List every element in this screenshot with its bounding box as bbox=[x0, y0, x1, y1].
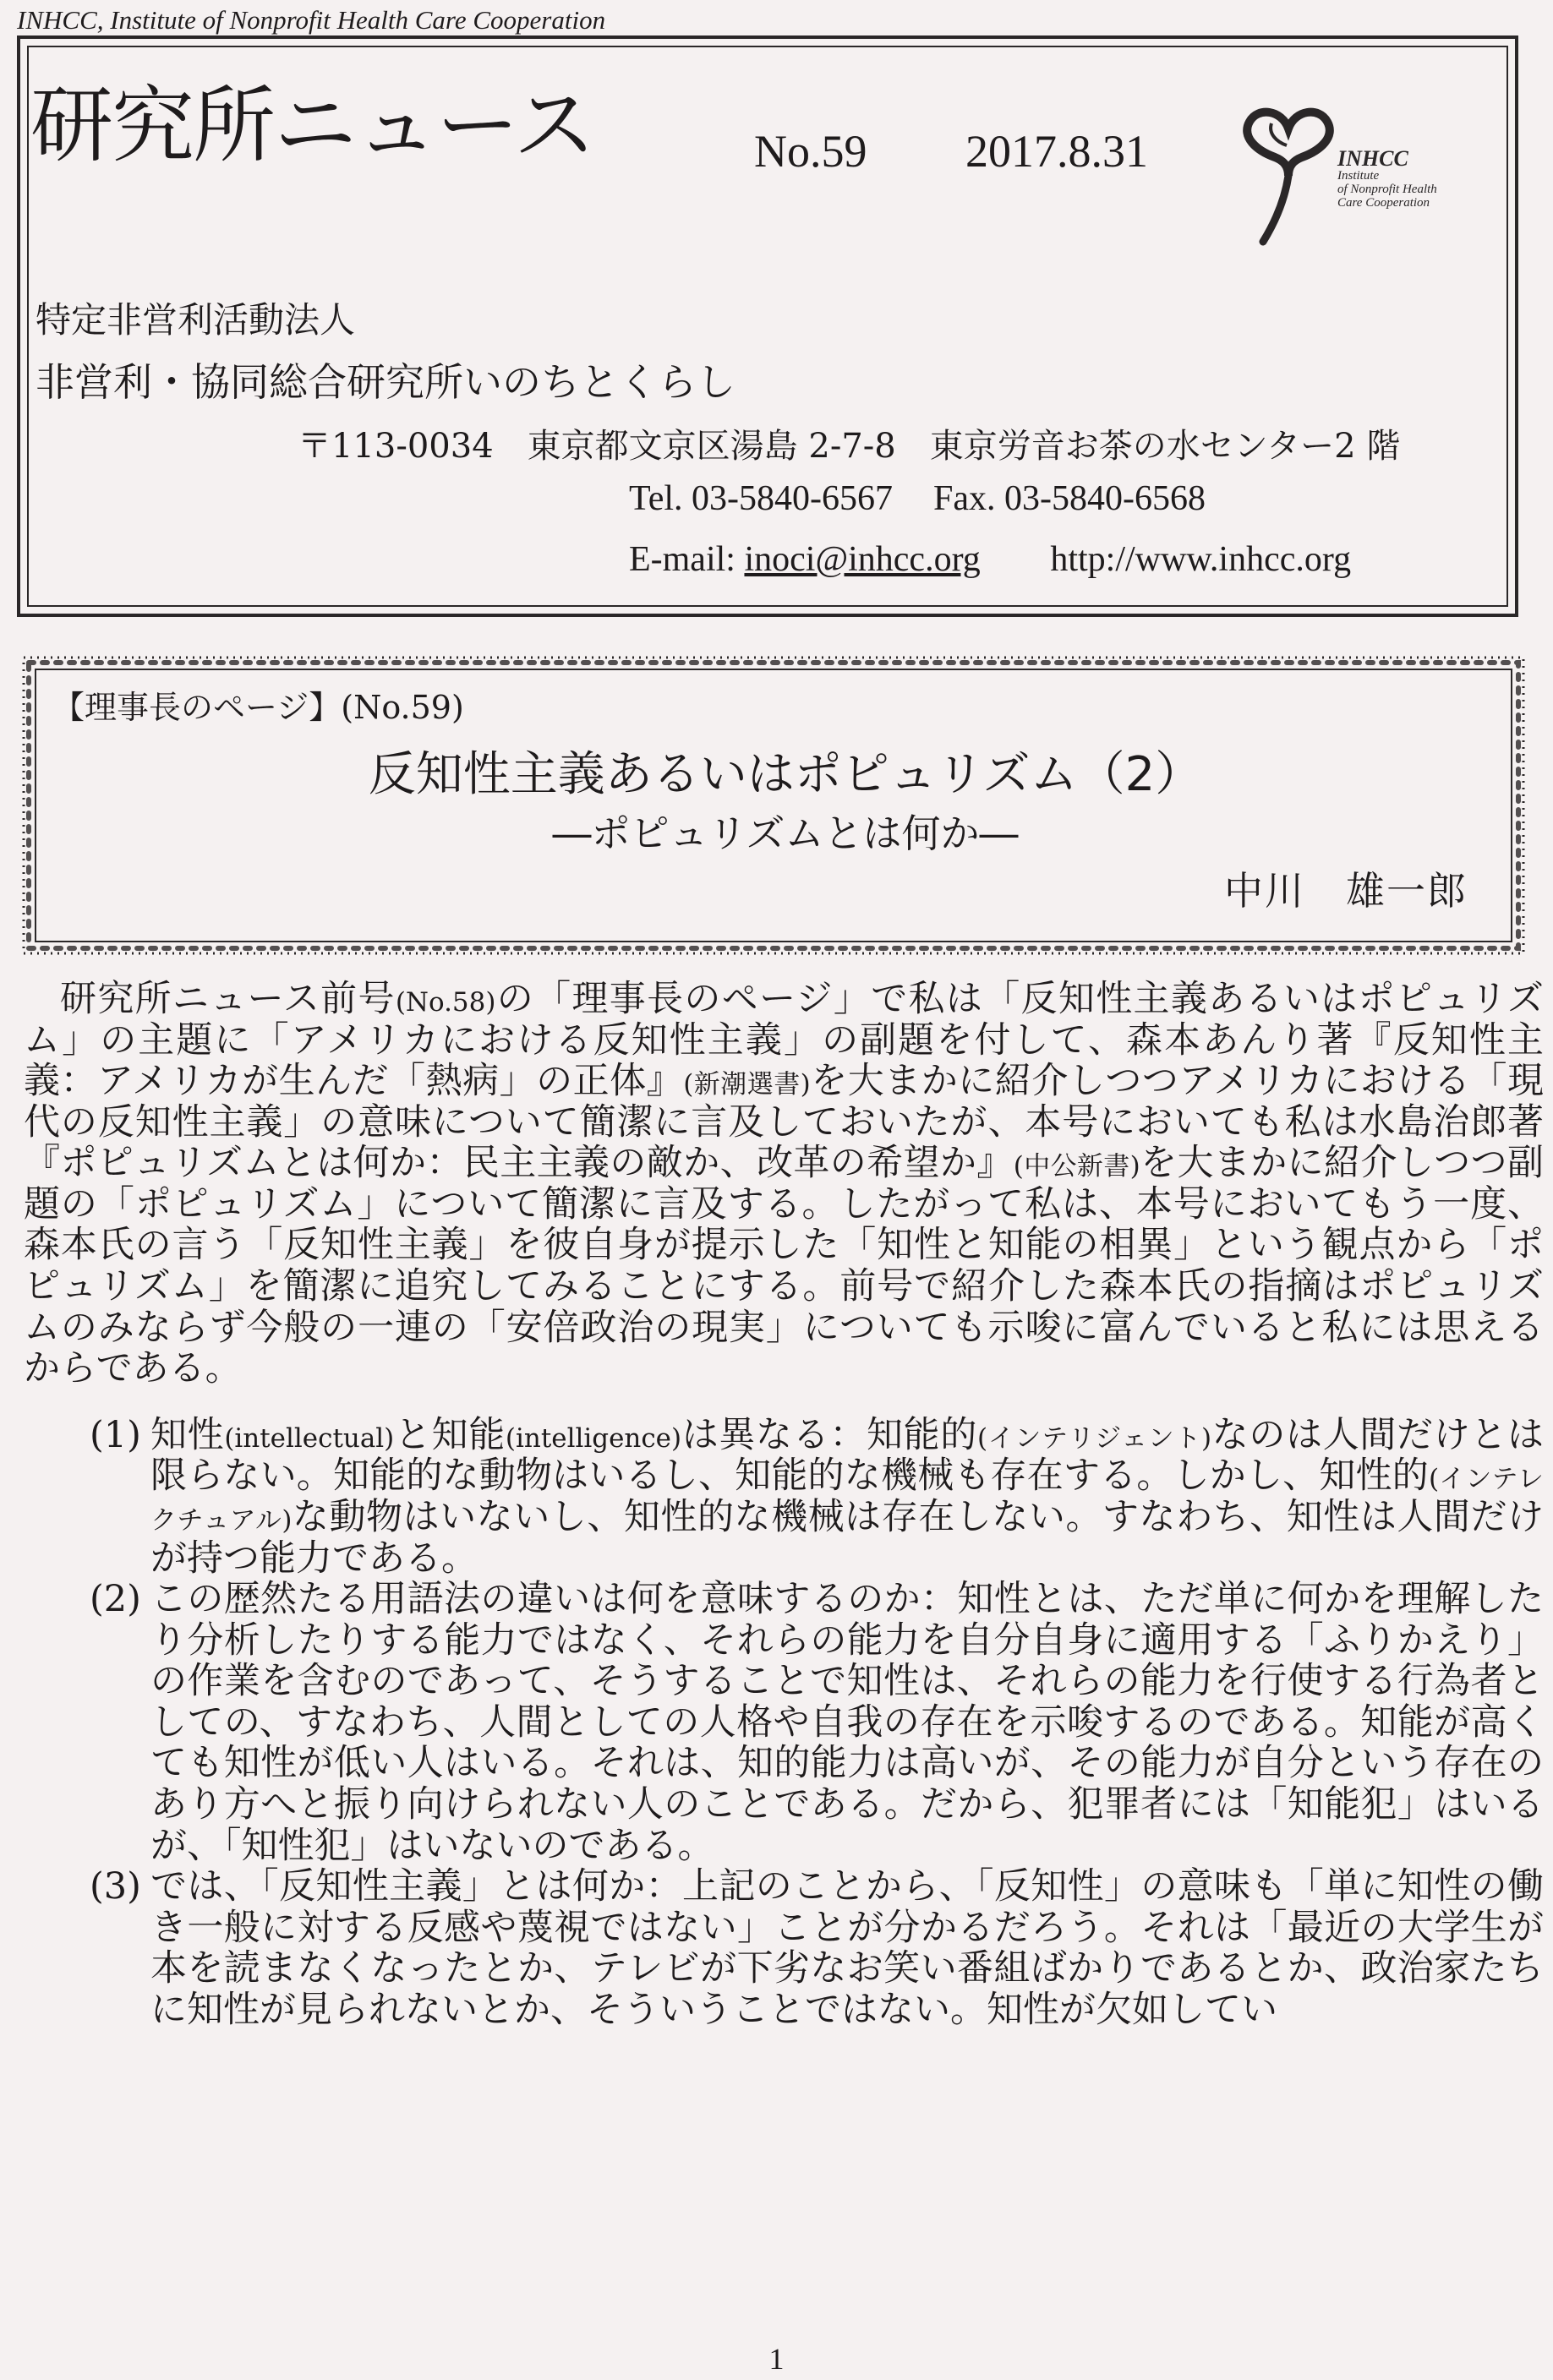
article-author: 中川 雄一郎 bbox=[1224, 868, 1468, 914]
newsletter-title: 研究所ニュース bbox=[30, 78, 595, 174]
item1-note-f: (インテリジェント) bbox=[977, 1422, 1212, 1454]
item1-note-h: (インテレクチュアル) bbox=[150, 1464, 1544, 1536]
telephone: Tel. 03-5840-6567 bbox=[629, 479, 894, 518]
inhcc-logo bbox=[1238, 98, 1491, 292]
intro-text-1: 研究所ニュース前号 bbox=[60, 978, 396, 1020]
contact-web bbox=[629, 539, 1351, 580]
issue-number: No.59 bbox=[754, 126, 867, 177]
item1-text-a: 知性 bbox=[150, 1413, 225, 1456]
article-body bbox=[24, 979, 1544, 2030]
logo-line-3: Care Cooperation bbox=[1337, 195, 1430, 210]
organization-name: 非営利・協同総合研究所いのちとくらし bbox=[36, 359, 735, 405]
fax: Fax. 03-5840-6568 bbox=[933, 479, 1206, 518]
intro-text-4: を大まかに紹介しつつ副題の「ポピュリズム」について簡潔に言及する。したがって私は、本号においてもう一度、森本氏の言う「反知性主義」を彼自身が提示した「知性と知能の相異」という観点から「ポピュリズム」を簡潔に追究してみることにする。前号で紹介した森本氏の指摘はポピュリズムのみならず今般の一連の「安倍政治の現実」についても示唆に富んでいると私には思えるからである。 bbox=[24, 1142, 1545, 1390]
item1-note-d: (intelligence) bbox=[505, 1422, 682, 1454]
page-number: 1 bbox=[768, 2342, 785, 2376]
intro-note-3: (中公新書) bbox=[1013, 1151, 1140, 1182]
intro-paragraph bbox=[24, 979, 1544, 1389]
list-marker-1: (1) bbox=[90, 1413, 141, 1456]
organization-type: 特定非営利活動法人 bbox=[36, 299, 356, 341]
item3-text: では、「反知性主義」とは何か：上記のことから、「反知性」の意味も「単に知性の働き一般に対する反感や蔑視ではない」ことが分かるだろう。それは「最近の大学生が本を読まなくなったとか、テレビが下劣なお笑い番組ばかりであるとか、政治家たちに知性が見られないとか、そういうことではない。知性が欠如してい bbox=[150, 1865, 1544, 2031]
running-header: INHCC, Institute of Nonprofit Health Care Cooperation bbox=[17, 5, 606, 35]
item1-text-c: と知能 bbox=[394, 1413, 506, 1456]
item1-text-e: は異なる：知能的 bbox=[681, 1413, 978, 1456]
masthead bbox=[17, 35, 1518, 617]
logo-line-1: Institute bbox=[1337, 169, 1380, 183]
contact-phone-fax bbox=[629, 478, 1206, 519]
list-item-3 bbox=[24, 1866, 1544, 2030]
logo-abbreviation: INHCC bbox=[1337, 146, 1408, 171]
item1-text-i: な動物はいないし、知性的な機械は存在しない。すなわち、知性は人間だけが持つ能力である。 bbox=[150, 1495, 1545, 1580]
series-label bbox=[52, 681, 464, 728]
logo-text bbox=[1337, 147, 1437, 210]
list-marker-3: (3) bbox=[90, 1865, 141, 1908]
list-item-2 bbox=[24, 1579, 1544, 1866]
numbered-list bbox=[24, 1415, 1544, 2031]
list-marker-2: (2) bbox=[90, 1578, 141, 1621]
intro-note-2: (新潮選書) bbox=[683, 1069, 811, 1100]
article-subtitle: ―ポピュリズムとは何か― bbox=[552, 811, 1019, 856]
postal-address: 〒113-0034 東京都文京区湯島 2-7-8 東京労音お茶の水センター2 階 bbox=[298, 427, 1401, 466]
intro-text-2: の「理事長のページ」で私は「反知性主義あるいはポピュリズム」の主題に「アメリカにおける反知性主義」の副題を付して、森本あんり著『反知性主義：アメリカが生んだ「熱病」の正体』 bbox=[24, 978, 1544, 1103]
email-link[interactable]: inoci@inhcc.org bbox=[744, 540, 981, 579]
issue-date: 2017.8.31 bbox=[965, 126, 1148, 177]
article-header-box bbox=[17, 651, 1553, 965]
logo-line-2: of Nonprofit Health bbox=[1337, 183, 1437, 197]
email-label: E-mail: bbox=[629, 540, 735, 579]
article-title: 反知性主義あるいはポピュリズム（2） bbox=[368, 747, 1203, 802]
item1-note-b: (intellectual) bbox=[224, 1422, 395, 1454]
series-number: (No.59) bbox=[341, 689, 464, 726]
website-link[interactable]: http://www.inhcc.org bbox=[1050, 540, 1352, 579]
list-item-1 bbox=[24, 1415, 1544, 1579]
series-name: 【理事長のページ】 bbox=[52, 689, 342, 726]
intro-text-3: を大まかに紹介しつつアメリカにおける「現代の反知性主義」の意味について簡潔に言及しておいたが、本号においても私は水島治郎著『ポピュリズムとは何か：民主主義の敵か、改革の希望か』 bbox=[24, 1060, 1544, 1185]
item2-text: この歴然たる用語法の違いは何を意味するのか：知性とは、ただ単に何かを理解したり分析したりする能力ではなく、それらの能力を自分自身に適用する「ふりかえり」の作業を含むのであって、そうすることで知性は、それらの能力を行使する行為者としての、すなわち、人間としての人格や自我の存在を示唆するのである。知能が高くても知性が低い人はいる。それは、知的能力は高いが、その能力が自分という存在のあり方へと振り向けられない人のことである。だから、犯罪者には「知能犯」はいるが、「知性犯」はいないのである。 bbox=[150, 1578, 1544, 1867]
logo-mark-icon bbox=[1238, 98, 1339, 250]
intro-note-1: (No.58) bbox=[395, 987, 496, 1018]
item1-text-g: なのは人間だけとは限らない。知能的な動物はいるし、知能的な機械も存在する。しかし、知性的 bbox=[150, 1413, 1545, 1498]
